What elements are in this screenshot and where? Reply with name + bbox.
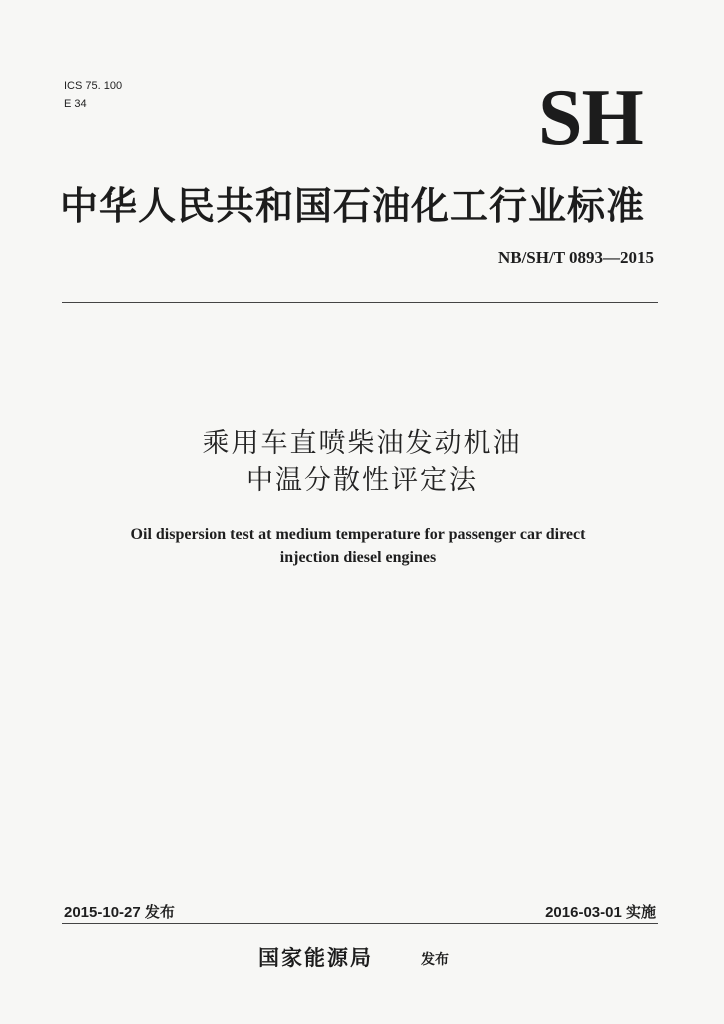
standard-series-title: 中华人民共和国石油化工行业标准: [60, 184, 646, 228]
chinese-title-line-2: 中温分散性评定法: [246, 465, 478, 496]
implement-date: 2016-03-01 实施: [545, 904, 656, 921]
classification-block: [64, 77, 122, 113]
chinese-title-line-1: 乘用车直喷柴油发动机油: [202, 428, 522, 459]
issuing-authority: 国家能源局: [258, 946, 373, 970]
issuing-authority-suffix: 发布: [421, 952, 449, 968]
standard-number: NB/SH/T 0893—2015: [497, 248, 654, 267]
english-title-line-1: Oil dispersion test at medium temperature for passenger car direct: [130, 526, 586, 543]
top-divider: [62, 302, 658, 303]
publish-date: 2015-10-27 发布: [64, 904, 175, 921]
ics-code: ICS 75. 100: [64, 80, 123, 92]
ccs-code: E 34: [64, 98, 87, 110]
sh-logo: SH: [538, 74, 643, 162]
bottom-divider: [62, 923, 658, 924]
english-title-line-2: injection diesel engines: [279, 549, 437, 566]
